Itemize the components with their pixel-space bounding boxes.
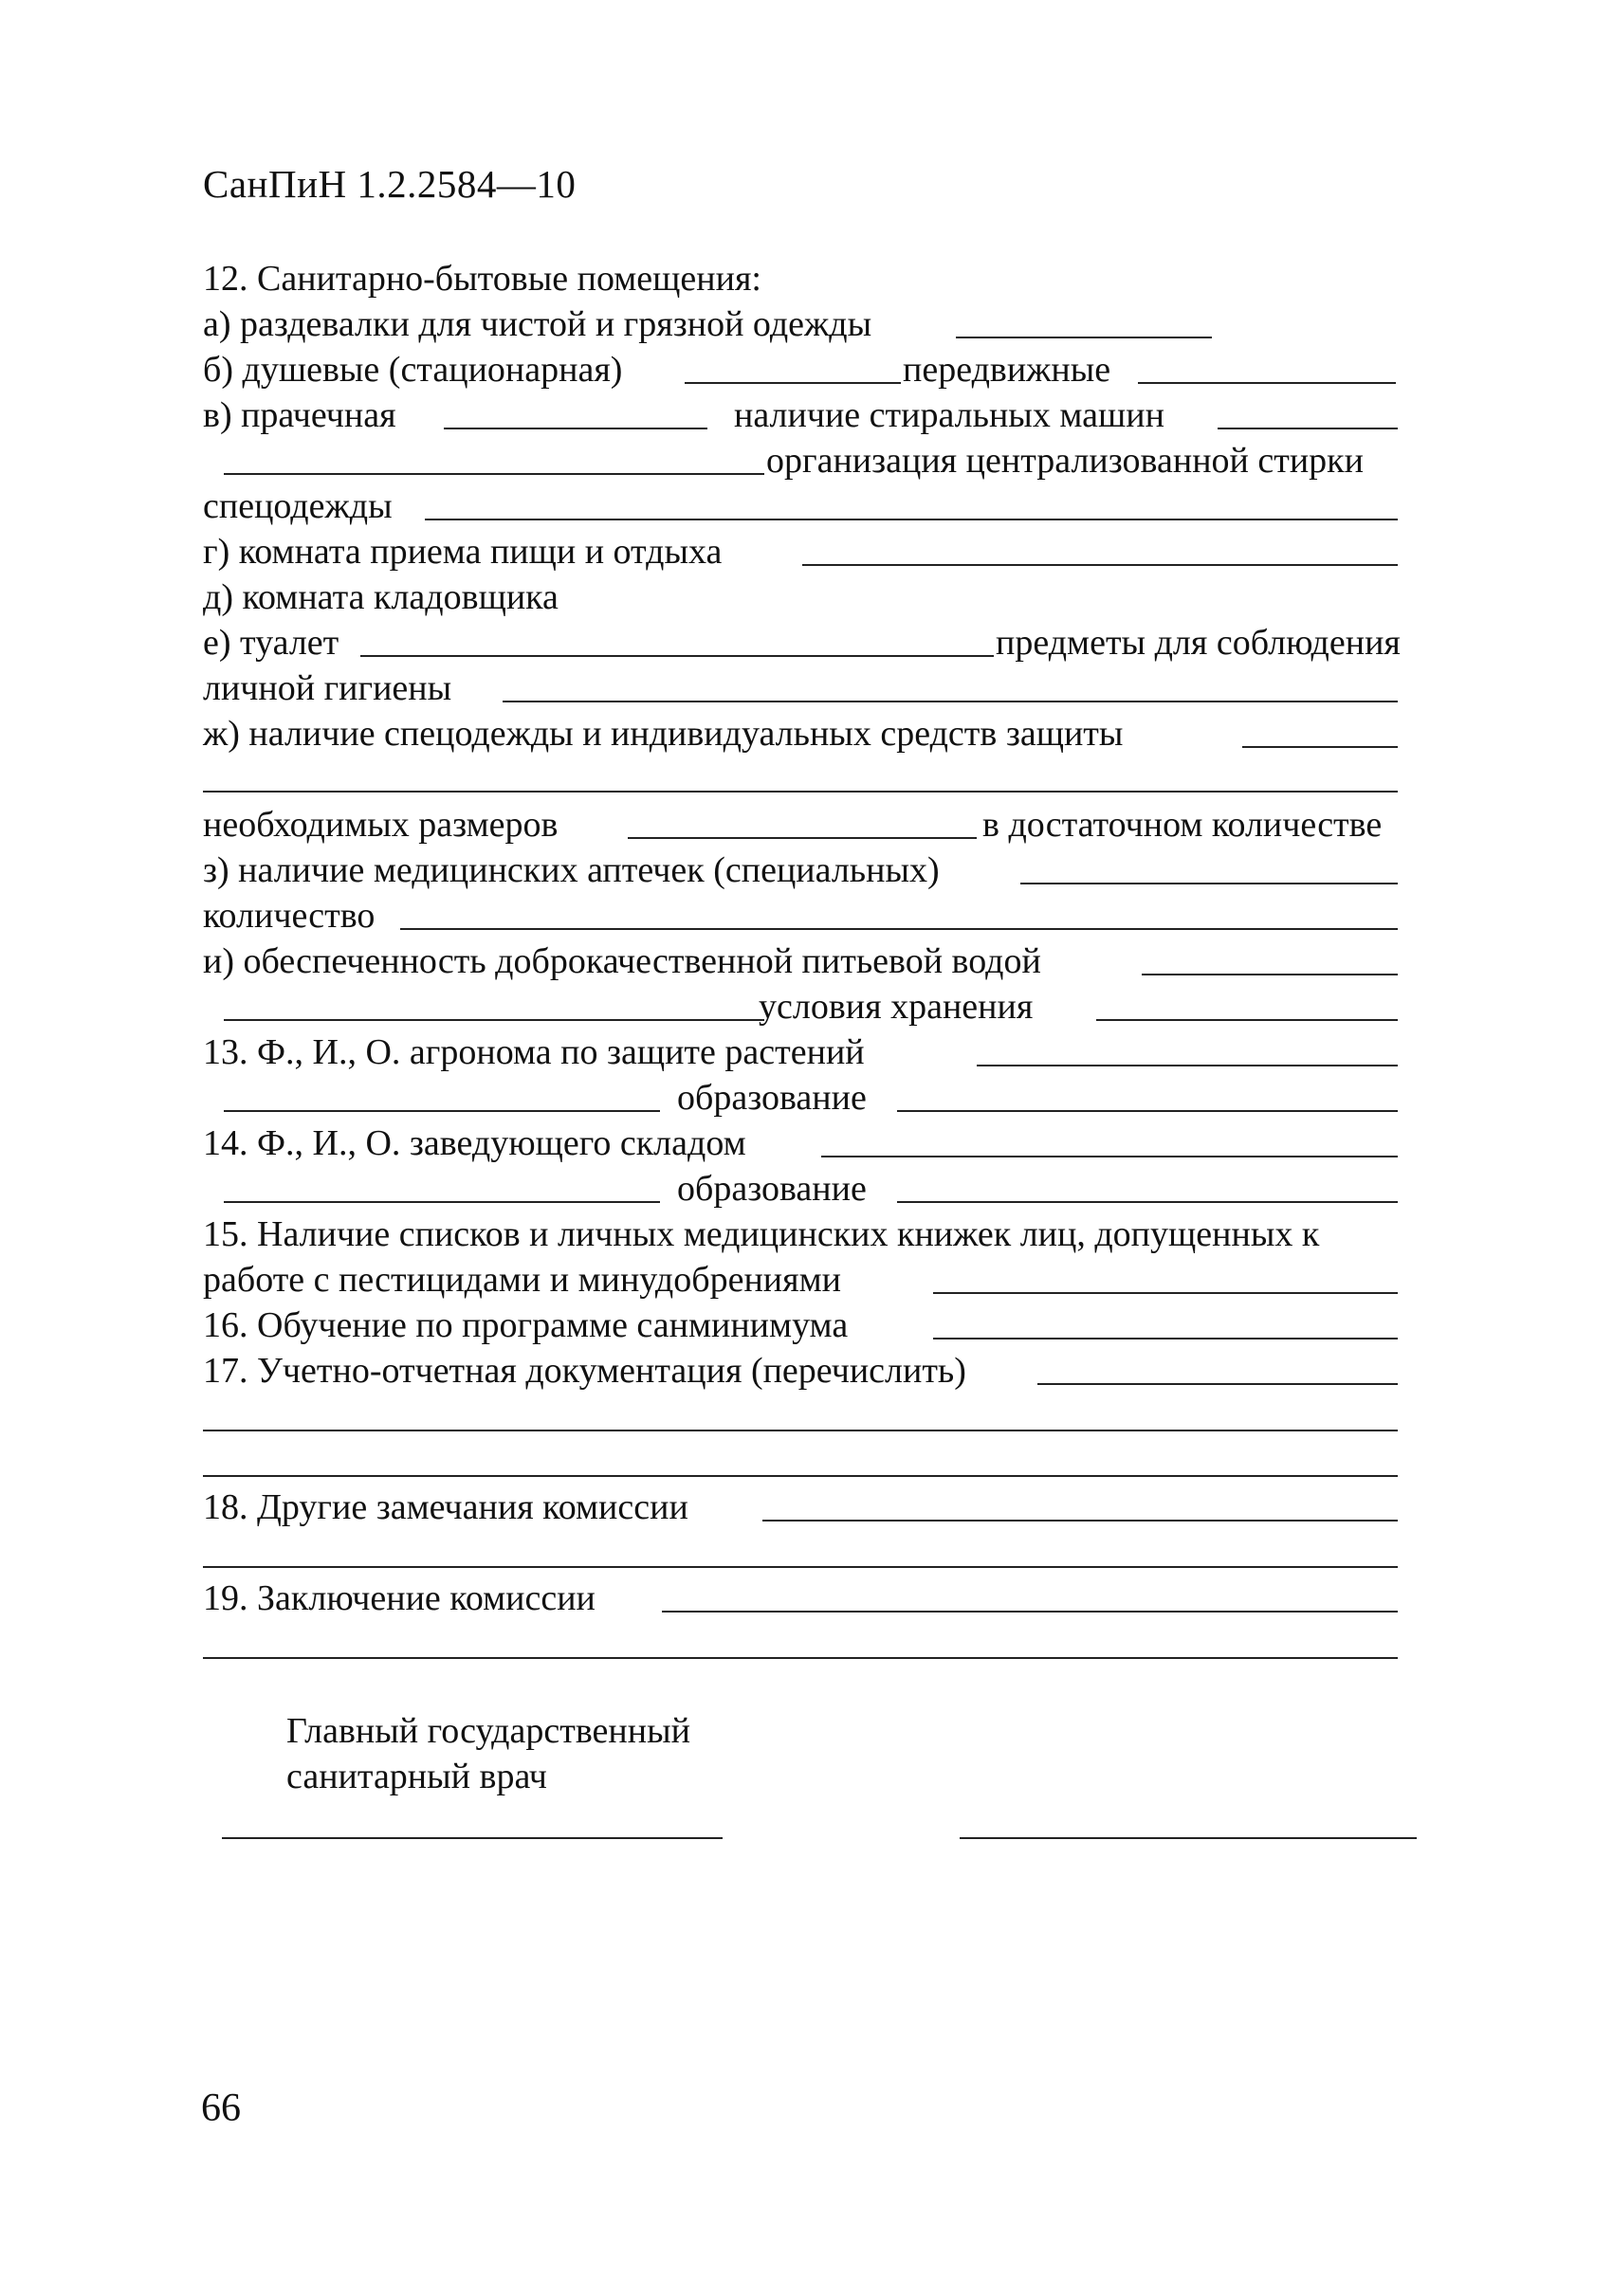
item-12g: г) комната приема пищи и отдыха <box>203 529 1417 574</box>
field-12zh-sizes-blank[interactable] <box>628 837 977 839</box>
item-12e-hygiene: личной гигиены <box>203 665 1417 711</box>
item-12zh: ж) наличие спецодежды и индивидуальных средств защиты <box>203 711 1417 756</box>
field-13-name-blank[interactable] <box>977 1065 1398 1066</box>
field-17-line-3[interactable] <box>203 1475 1398 1477</box>
item-12e: е) туалет предметы для соблюдения <box>203 623 1401 663</box>
field-19-blank[interactable] <box>662 1611 1398 1613</box>
field-13-education-blank[interactable] <box>897 1110 1398 1112</box>
field-13-prefix-blank[interactable] <box>224 1110 660 1112</box>
page-number: 66 <box>201 2086 241 2130</box>
section-14-education: образование <box>203 1166 1417 1212</box>
field-14-education-blank[interactable] <box>897 1201 1398 1203</box>
item-12v: в) прачечная наличие стиральных машин <box>203 392 1417 438</box>
field-18-line-2[interactable] <box>203 1566 1398 1568</box>
field-12zh-blank[interactable] <box>1242 746 1398 748</box>
field-12v-workwear-blank[interactable] <box>425 519 1398 520</box>
field-14-name-blank[interactable] <box>821 1156 1398 1157</box>
field-12e-toilet-blank[interactable] <box>360 655 994 657</box>
section-19: 19. Заключение комиссии <box>203 1576 1417 1621</box>
item-12i-storage: условия хранения <box>203 984 1417 1030</box>
item-12a: а) раздевалки для чистой и грязной одежды <box>203 301 1417 347</box>
item-12z-qty: количество <box>203 893 1417 938</box>
section-13-education: образование <box>203 1075 1417 1121</box>
field-12e-hygiene-blank[interactable] <box>503 701 1398 702</box>
field-18-blank[interactable] <box>762 1520 1398 1522</box>
document-page: СанПиН 1.2.2584—10 12. Санитарно-бытовые помещения: а) раздевалки для чистой и грязной одежды б) душевые (стационарная) передвижные в) прачечная наличие стиральных машин организация централизованной стирки спецодежды г) комната приема пищи и отдыха д) комната кладовщика е) туалет предметы для соблюдения личной гигиены ж) наличие спецодежды и индивидуальных средств защиты необходимых размеров в достаточном количестве з) наличие медицинских аптечек (специальных) количество и) обеспеченность доброкачественной питьевой водой условия хранения 13. Ф., И., О. агронома по защите растений образование 14. Ф., И., О. заведующего складом образование 15. Наличие списков и личных медицинских книжек лиц, допущенных к работе с пестицидами и минудобрениями 16. Обучение по программе санминимума 17. Учетно-отчетная документация (перечислить) 18. Другие замечания комиссии 19. Заключение комиссии Главный государственный санитарный врач 66 <box>0 0 1613 2296</box>
field-12g-blank[interactable] <box>802 564 1398 566</box>
section-17: 17. Учетно-отчетная документация (перечислить) <box>203 1348 1417 1394</box>
field-12i-blank[interactable] <box>1142 974 1398 975</box>
item-12v-workwear: спецодежды <box>203 483 1417 529</box>
field-16-blank[interactable] <box>933 1338 1398 1339</box>
section-13: 13. Ф., И., О. агронома по защите растений <box>203 1030 1417 1075</box>
field-12z-qty-blank[interactable] <box>400 928 1398 930</box>
section-14: 14. Ф., И., О. заведующего складом <box>203 1121 1417 1166</box>
signature-field-blank[interactable] <box>222 1837 723 1839</box>
field-14-prefix-blank[interactable] <box>224 1201 660 1203</box>
field-12v-prefix-blank[interactable] <box>224 473 764 475</box>
field-12zh-continuation-blank[interactable] <box>203 791 1398 793</box>
field-15-blank[interactable] <box>933 1292 1398 1294</box>
name-field-blank[interactable] <box>960 1837 1417 1839</box>
field-12b-mobile-blank[interactable] <box>1138 382 1396 384</box>
signature-title-line-2: санитарный врач <box>286 1757 547 1796</box>
field-12v-laundry-blank[interactable] <box>444 428 707 429</box>
field-17-blank[interactable] <box>1037 1383 1398 1385</box>
field-12z-blank[interactable] <box>1020 883 1398 884</box>
field-12i-prefix-blank[interactable] <box>224 1019 764 1021</box>
field-19-line-2[interactable] <box>203 1657 1398 1659</box>
section-16: 16. Обучение по программе санминимума <box>203 1303 1417 1348</box>
field-12a-blank[interactable] <box>956 337 1212 338</box>
signature-title-line-1: Главный государственный <box>286 1711 690 1751</box>
section-18: 18. Другие замечания комиссии <box>203 1485 1417 1530</box>
item-12z: з) наличие медицинских аптечек (специальных) <box>203 847 1417 893</box>
item-12v-cont: организация централизованной стирки <box>203 438 1417 483</box>
item-12i: и) обеспеченность доброкачественной питьевой водой <box>203 938 1417 984</box>
field-17-line-2[interactable] <box>203 1430 1398 1431</box>
section-15: 15. Наличие списков и личных медицинских книжек лиц, допущенных к <box>203 1214 1320 1254</box>
field-12v-machines-blank[interactable] <box>1218 428 1398 429</box>
item-12zh-sizes: необходимых размеров в достаточном количестве <box>203 805 1383 845</box>
document-code: СанПиН 1.2.2584—10 <box>203 162 577 206</box>
section-15-cont: работе с пестицидами и минудобрениями <box>203 1257 1417 1303</box>
field-12i-storage-blank[interactable] <box>1096 1019 1398 1021</box>
field-12b-stationary-blank[interactable] <box>685 382 901 384</box>
item-12b: б) душевые (стационарная) передвижные <box>203 347 1417 392</box>
